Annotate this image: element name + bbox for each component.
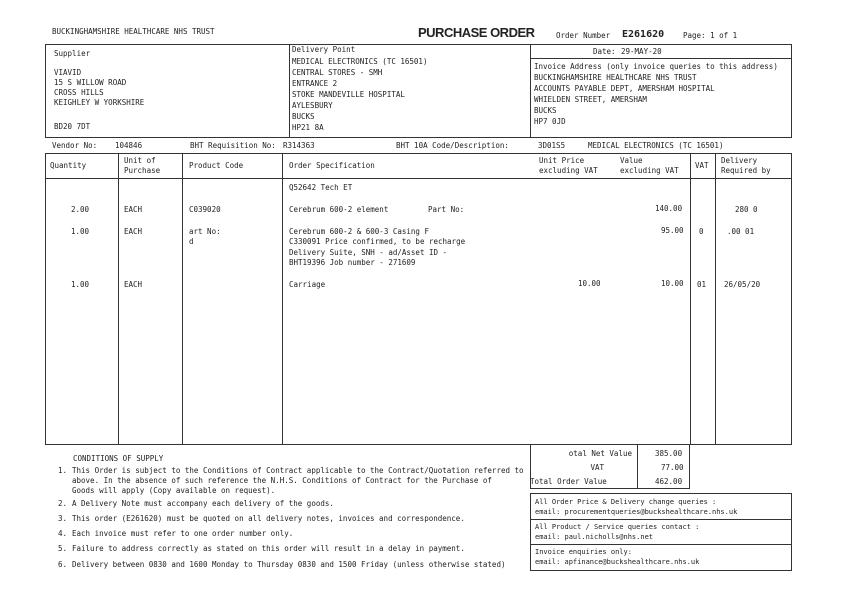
order-date: 29-MAY-20 — [621, 47, 662, 56]
row-unit: EACH — [124, 280, 143, 289]
row-vat: 0 — [699, 227, 704, 236]
column-divider — [118, 153, 119, 445]
contact-email[interactable]: email: paul.nicholls@nhs.net — [535, 533, 654, 541]
vendor-number: 104846 — [115, 141, 143, 150]
supplier-line: CROSS HILLS — [54, 88, 104, 97]
col-value: excluding VAT — [620, 166, 679, 175]
col-unit-price: excluding VAT — [539, 166, 598, 175]
cost-code: 3D01S5 — [538, 141, 566, 150]
row-delivery: 26/05/20 — [724, 280, 761, 289]
row-spec: Cerebrum 600-2 element — [289, 205, 389, 214]
page-indicator: Page: 1 of 1 — [683, 31, 738, 40]
vendor-label: Vendor No: — [52, 141, 98, 150]
contact-title: All Order Price & Delivery change queries : — [535, 498, 717, 506]
column-divider — [282, 153, 283, 445]
delivery-line: MEDICAL ELECTRONICS (TC 16501) — [292, 57, 428, 66]
total-value: 462.00 — [655, 477, 683, 486]
row-delivery: 280 0 — [735, 205, 758, 214]
supplier-label: Supplier — [54, 49, 91, 58]
row-unit-price: 10.00 — [578, 279, 601, 288]
row-product-code: d — [189, 237, 194, 246]
contact-email[interactable]: email: procurementqueries@buckshealthcare.nhs.uk — [535, 508, 738, 516]
row-unit: EACH — [124, 205, 143, 214]
totals-divider — [637, 445, 638, 489]
row-quantity: 2.00 — [71, 205, 90, 214]
col-quantity: Quantity — [50, 161, 87, 170]
condition-number: 3. — [58, 514, 68, 523]
delivery-line: BUCKS — [292, 112, 315, 121]
contact-email[interactable]: email: apfinance@buckshealthcare.nhs.uk — [535, 558, 700, 566]
col-delivery: Delivery — [721, 156, 758, 165]
contact-title: All Product / Service queries contact : — [535, 523, 700, 531]
condition-text: Delivery between 0830 and 1600 Monday to Thursday 0830 and 1500 Friday (unless otherwise stated) — [72, 560, 506, 569]
col-product-code: Product Code — [189, 161, 244, 170]
supplier-line: BD20 7DT — [54, 122, 91, 131]
date-divider — [530, 58, 792, 59]
row-spec: C330091 Price confirmed, to be recharge — [289, 237, 466, 246]
invoice-line: BUCKINGHAMSHIRE HEALTHCARE NHS TRUST — [534, 73, 697, 82]
supplier-line: KEIGHLEY W YORKSHIRE — [54, 98, 145, 107]
supplier-line: 15 S WILLOW ROAD — [54, 78, 127, 87]
invoice-line: BUCKS — [534, 106, 557, 115]
delivery-line: HP21 8A — [292, 123, 324, 132]
vat-value: 77.00 — [661, 463, 684, 472]
row-spec: Cerebrum 600-2 & 600-3 Casing F — [289, 227, 429, 236]
row-spec: BHT19396 Job number - 271609 — [289, 258, 416, 267]
col-unit: Unit of — [124, 156, 156, 165]
supplier-line: VIAVID — [54, 68, 82, 77]
condition-text: above. In the absence of such reference the N.H.S. Conditions of Contract for the Purchase of — [72, 476, 492, 485]
invoice-line: ACCOUNTS PAYABLE DEPT, AMERSHAM HOSPITAL — [534, 84, 715, 93]
row-product-code: art No: — [189, 227, 221, 236]
row-quantity: 1.00 — [71, 280, 90, 289]
address-divider-1 — [289, 44, 290, 138]
trust-name: BUCKINGHAMSHIRE HEALTHCARE NHS TRUST — [52, 27, 215, 36]
row-vat: 01 — [697, 280, 707, 289]
row-value: 10.00 — [661, 279, 684, 288]
delivery-line: STOKE MANDEVILLE HOSPITAL — [292, 90, 405, 99]
requisition-label: BHT Requisition No: — [190, 141, 276, 150]
delivery-line: ENTRANCE 2 — [292, 79, 338, 88]
row-spec: Delivery Suite, SNH - ad/Asset ID - — [289, 248, 448, 257]
column-divider — [182, 153, 183, 445]
col-delivery: Required by — [721, 166, 771, 175]
vat-label: VAT — [590, 463, 604, 472]
delivery-label: Delivery Point — [292, 45, 356, 54]
row-value: 95.00 — [661, 226, 684, 235]
col-value: Value — [620, 156, 643, 165]
row-delivery: .00 01 — [727, 227, 755, 236]
col-unit: Purchase — [124, 166, 161, 175]
condition-number: 2. — [58, 499, 68, 508]
col-specification: Order Specification — [289, 161, 375, 170]
column-divider — [690, 153, 691, 445]
total-value-label: Total Order Value — [530, 477, 607, 486]
condition-text: This order (E261620) must be quoted on all delivery notes, invoices and correspondence. — [72, 514, 465, 523]
code-label: BHT 10A Code/Description: — [396, 141, 509, 150]
condition-text: Goods will apply (Copy available on request). — [72, 486, 276, 495]
delivery-line: CENTRAL STORES - SMH — [292, 68, 383, 77]
invoice-line: HP7 0JD — [534, 117, 566, 126]
row-quantity: 1.00 — [71, 227, 90, 236]
col-unit-price: Unit Price — [539, 156, 585, 165]
condition-text: This Order is subject to the Conditions of Contract applicable to the Contract/Quotation referred to — [72, 466, 524, 475]
row-spec: Part No: — [428, 205, 465, 214]
net-value: 385.00 — [655, 449, 683, 458]
condition-text: Failure to address correctly as stated on this order will result in a delay in payment. — [72, 544, 465, 553]
invoice-line: WHIELDEN STREET, AMERSHAM — [534, 95, 647, 104]
column-divider — [715, 153, 716, 445]
cost-code-description: MEDICAL ELECTRONICS (TC 16501) — [588, 141, 724, 150]
condition-number: 5. — [58, 544, 68, 553]
contacts-divider — [530, 519, 792, 520]
net-value-label: otal Net Value — [568, 449, 632, 458]
condition-text: A Delivery Note must accompany each delivery of the goods. — [72, 499, 334, 508]
condition-number: 4. — [58, 529, 68, 538]
delivery-line: AYLESBURY — [292, 101, 333, 110]
contacts-divider — [530, 544, 792, 545]
col-vat: VAT — [695, 161, 709, 170]
contact-title: Invoice enquiries only: — [535, 548, 632, 556]
condition-number: 6. — [58, 560, 68, 569]
table-header-divider — [45, 178, 792, 179]
condition-number: 1. — [58, 466, 68, 475]
order-number-label: Order Number — [556, 31, 611, 40]
items-table — [45, 153, 792, 445]
row-product-code: C039020 — [189, 205, 221, 214]
invoice-address-label: Invoice Address (only invoice queries to this address) — [534, 62, 778, 71]
row-unit: EACH — [124, 227, 143, 236]
quote-reference: Q52642 Tech ET — [289, 183, 353, 192]
date-label: Date: — [593, 47, 616, 56]
condition-text: Each invoice must refer to one order number only. — [72, 529, 294, 538]
order-number: E261620 — [622, 29, 665, 40]
document-title: PURCHASE ORDER — [418, 25, 535, 40]
row-spec: Carriage — [289, 280, 326, 289]
requisition-number: R314363 — [283, 141, 315, 150]
row-value: 140.00 — [655, 204, 683, 213]
conditions-title: CONDITIONS OF SUPPLY — [73, 454, 164, 463]
